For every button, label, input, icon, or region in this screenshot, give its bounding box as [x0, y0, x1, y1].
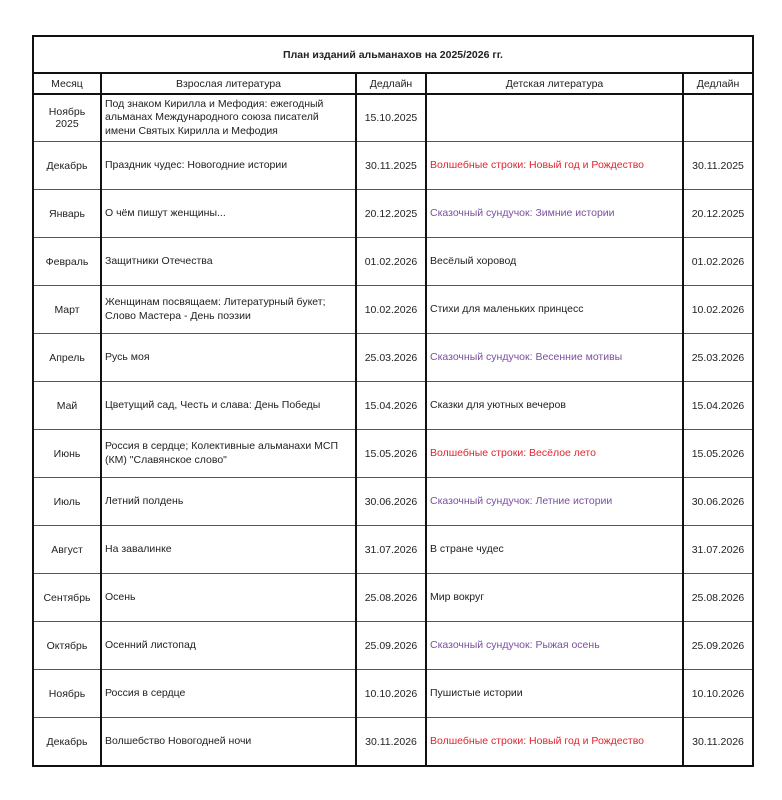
table-row	[33, 190, 753, 238]
adult-deadline-cell: 25.08.2026	[356, 574, 426, 622]
almanac-plan-table	[32, 35, 754, 767]
col-header-adult-literature: Взрослая литература	[101, 73, 356, 94]
adult-literature-cell: О чём пишут женщины...	[101, 190, 356, 238]
month-cell: Август	[33, 526, 101, 574]
adult-literature-cell: Россия в сердце	[101, 670, 356, 718]
kids-deadline-cell: 25.03.2026	[683, 334, 753, 382]
adult-deadline-cell: 30.06.2026	[356, 478, 426, 526]
adult-literature-cell: Волшебство Новогодней ночи	[101, 718, 356, 767]
month-cell: Март	[33, 286, 101, 334]
table-row	[33, 478, 753, 526]
kids-literature-cell: Сказочный сундучок: Весенние мотивы	[426, 334, 683, 382]
table-row	[33, 718, 753, 767]
kids-deadline-cell: 10.02.2026	[683, 286, 753, 334]
adult-deadline-cell: 15.10.2025	[356, 94, 426, 142]
kids-literature-cell: Сказочный сундучок: Летние истории	[426, 478, 683, 526]
kids-literature-cell: Стихи для маленьких принцесс	[426, 286, 683, 334]
month-cell: Ноябрь 2025	[33, 94, 101, 142]
table-row	[33, 670, 753, 718]
adult-literature-cell: Осень	[101, 574, 356, 622]
kids-literature-cell	[426, 94, 683, 142]
col-header-kids-literature: Детская литература	[426, 73, 683, 94]
adult-deadline-cell: 15.05.2026	[356, 430, 426, 478]
kids-literature-cell: Сказочный сундучок: Зимние истории	[426, 190, 683, 238]
kids-deadline-cell: 31.07.2026	[683, 526, 753, 574]
kids-literature-cell: Волшебные строки: Новый год и Рождество	[426, 718, 683, 767]
table-row	[33, 382, 753, 430]
kids-deadline-cell: 10.10.2026	[683, 670, 753, 718]
kids-deadline-cell: 25.09.2026	[683, 622, 753, 670]
adult-literature-cell: Русь моя	[101, 334, 356, 382]
col-header-adult-deadline: Дедлайн	[356, 73, 426, 94]
kids-literature-cell: Весёлый хоровод	[426, 238, 683, 286]
kids-deadline-cell: 15.04.2026	[683, 382, 753, 430]
col-header-month: Месяц	[33, 73, 101, 94]
adult-deadline-cell: 25.09.2026	[356, 622, 426, 670]
adult-deadline-cell: 31.07.2026	[356, 526, 426, 574]
table-row	[33, 622, 753, 670]
title-row	[33, 36, 753, 73]
table-row	[33, 286, 753, 334]
table-row	[33, 574, 753, 622]
table-row	[33, 238, 753, 286]
kids-deadline-cell: 30.11.2026	[683, 718, 753, 767]
kids-literature-cell: Мир вокруг	[426, 574, 683, 622]
table-row	[33, 94, 753, 142]
kids-deadline-cell: 30.11.2025	[683, 142, 753, 190]
table-row	[33, 430, 753, 478]
col-header-kids-deadline: Дедлайн	[683, 73, 753, 94]
kids-deadline-cell: 01.02.2026	[683, 238, 753, 286]
kids-deadline-cell: 25.08.2026	[683, 574, 753, 622]
adult-deadline-cell: 30.11.2026	[356, 718, 426, 767]
header-row	[33, 73, 753, 94]
adult-deadline-cell: 10.02.2026	[356, 286, 426, 334]
month-cell: Декабрь	[33, 142, 101, 190]
adult-deadline-cell: 01.02.2026	[356, 238, 426, 286]
table-title: План изданий альманахов на 2025/2026 гг.	[33, 36, 753, 73]
adult-literature-cell: Цветущий сад, Честь и слава: День Победы	[101, 382, 356, 430]
adult-literature-cell: Под знаком Кирилла и Мефодия: ежегодный альманах Международного союза писателй имени Святых Кирилла и Мефодия	[101, 94, 356, 142]
month-cell: Апрель	[33, 334, 101, 382]
kids-deadline-cell: 20.12.2025	[683, 190, 753, 238]
kids-deadline-cell: 30.06.2026	[683, 478, 753, 526]
month-cell: Сентябрь	[33, 574, 101, 622]
adult-literature-cell: Россия в сердце; Колективные альманахи МСП (КМ) "Славянское слово"	[101, 430, 356, 478]
table-row	[33, 334, 753, 382]
month-cell: Январь	[33, 190, 101, 238]
adult-literature-cell: Осенний листопад	[101, 622, 356, 670]
month-cell: Май	[33, 382, 101, 430]
adult-deadline-cell: 15.04.2026	[356, 382, 426, 430]
month-cell: Декабрь	[33, 718, 101, 767]
adult-literature-cell: Летний полдень	[101, 478, 356, 526]
month-cell: Июнь	[33, 430, 101, 478]
kids-literature-cell: Сказки для уютных вечеров	[426, 382, 683, 430]
kids-deadline-cell: 15.05.2026	[683, 430, 753, 478]
kids-literature-cell: Сказочный сундучок: Рыжая осень	[426, 622, 683, 670]
kids-literature-cell: Волшебные строки: Новый год и Рождество	[426, 142, 683, 190]
adult-deadline-cell: 30.11.2025	[356, 142, 426, 190]
adult-literature-cell: Защитники Отечества	[101, 238, 356, 286]
adult-deadline-cell: 20.12.2025	[356, 190, 426, 238]
month-cell: Ноябрь	[33, 670, 101, 718]
table-row	[33, 526, 753, 574]
adult-deadline-cell: 25.03.2026	[356, 334, 426, 382]
adult-literature-cell: На завалинке	[101, 526, 356, 574]
kids-literature-cell: Пушистые истории	[426, 670, 683, 718]
table-row	[33, 142, 753, 190]
adult-literature-cell: Женщинам посвящаем: Литературный букет; Слово Мастера - День поэзии	[101, 286, 356, 334]
month-cell: Октябрь	[33, 622, 101, 670]
kids-literature-cell: Волшебные строки: Весёлое лето	[426, 430, 683, 478]
kids-deadline-cell	[683, 94, 753, 142]
adult-literature-cell: Праздник чудес: Новогодние истории	[101, 142, 356, 190]
kids-literature-cell: В стране чудес	[426, 526, 683, 574]
month-cell: Июль	[33, 478, 101, 526]
adult-deadline-cell: 10.10.2026	[356, 670, 426, 718]
month-cell: Февраль	[33, 238, 101, 286]
